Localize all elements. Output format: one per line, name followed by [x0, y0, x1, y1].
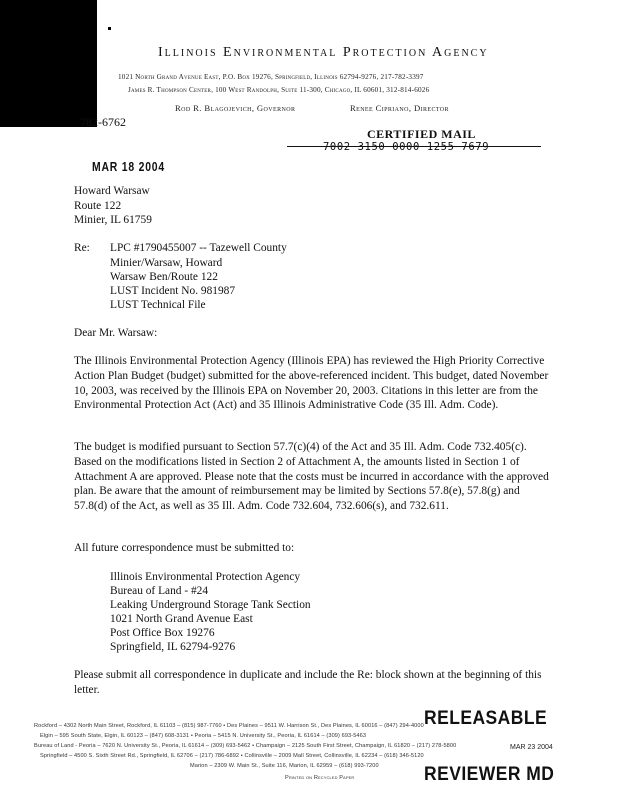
re-line-4: LUST Incident No. 981987: [110, 285, 236, 297]
closing-paragraph: Please submit all correspondence in duplicate and include the Re: block shown at the beginning of this letter.: [74, 669, 542, 696]
scan-speck: [108, 27, 111, 30]
footer-line-3: Bureau of Land - Peoria – 7620 N. University St., Peoria, IL 61614 – (309) 693-5462 • Champaign – 2125 South First Street, Champaign, IL 61820 – (217) 278-5800: [34, 743, 457, 749]
mailing-address-line-6: Springfield, IL 62794-9276: [110, 641, 236, 653]
footer-line-1: Rockford – 4302 North Main Street, Rockford, IL 61103 – (815) 987-7760 • Des Plaines – 9511 W. Harrison St., Des Plaines, IL 60016 – (847) 294-4000: [34, 723, 424, 729]
address-line-1: 1021 North Grand Avenue East, P.O. Box 19276, Springfield, Illinois 62794-9276, 217-782-3397: [118, 73, 424, 81]
mailing-address-line-3: Leaking Underground Storage Tank Section: [110, 599, 311, 611]
footer-line-4: Springfield – 4500 S. Sixth Street Rd., Springfield, IL 62706 – (217) 786-6892 • Collinsville – 2009 Mall Street, Collinsville, IL 62234 – (618) 346-5120: [40, 753, 424, 759]
footer-line-2: Elgin – 595 South State, Elgin, IL 60123 – (847) 608-3131 • Peoria – 5415 N. University St., Peoria, IL 61614 – (309) 693-5463: [40, 733, 367, 739]
recipient-street: Route 122: [74, 200, 122, 212]
reviewer-stamp: REVIEWER MD: [424, 764, 555, 785]
mailing-address-line-1: Illinois Environmental Protection Agency: [110, 571, 301, 583]
salutation: Dear Mr. Warsaw:: [74, 327, 158, 339]
mailing-address-line-2: Bureau of Land - #24: [110, 585, 209, 597]
mailing-address-line-4: 1021 North Grand Avenue East: [110, 613, 253, 625]
director-name: Renee Cipriano, Director: [350, 103, 449, 113]
re-line-1: LPC #1790455007 -- Tazewell County: [110, 242, 287, 254]
re-line-5: LUST Technical File: [110, 299, 206, 311]
mailing-address-line-5: Post Office Box 19276: [110, 627, 215, 639]
paragraph-1: The Illinois Environmental Protection Agency (Illinois EPA) has reviewed the High Priority Corrective Action Plan Budget (budget) submitted for the above-referenced incident. This budget, dated November 10, 2003, was received by the Illinois EPA on November 20, 2003. Citations in this letter are from the Environmental Protection Act (Act) and 35 Illinois Administrative Code (35 Ill. Adm. Code).: [74, 355, 549, 412]
stamp-date: MAR 23 2004: [510, 744, 553, 751]
certified-mail-label: CERTIFIED MAIL: [367, 127, 476, 141]
printed-note: Printed on Recycled Paper: [285, 775, 355, 781]
governor-name: Rod R. Blagojevich, Governor: [175, 103, 296, 113]
recipient-name: Howard Warsaw: [74, 185, 150, 197]
re-line-3: Warsaw Ben/Route 122: [110, 271, 218, 283]
certified-mail-number: 7002 3150 0000 1255 7679: [323, 141, 490, 153]
agency-name: Illinois Environmental Protection Agency: [158, 45, 489, 60]
recipient-city: Minier, IL 61759: [74, 214, 152, 226]
address-line-2: James R. Thompson Center, 100 West Randolph, Suite 11-300, Chicago, IL 60601, 312-814-6026: [128, 86, 430, 94]
letter-date: MAR 18 2004: [92, 159, 165, 174]
paragraph-2: The budget is modified pursuant to Section 57.7(c)(4) of the Act and 35 Ill. Adm. Code 732.405(c). Based on the modifications listed in Section 2 of Attachment A, the amounts listed in Section 1 of Attachment A are approved. Please note that the costs must be incurred in accordance with the approved plan. Be aware that the amount of reimbursement may be limited by Sections 57.8(e), 57.8(g) and 57.8(d) of the Act, as well as 35 Ill. Adm. Code 732.604, 732.606(s), and 732.611.: [74, 441, 549, 513]
releasable-stamp: RELEASABLE: [424, 708, 548, 729]
footer-line-5: Marion – 2309 W. Main St., Suite 116, Marion, IL 62959 – (618) 993-7200: [190, 763, 379, 769]
scan-artifact-corner: [0, 0, 97, 127]
fax-fragment: 782-6762: [80, 115, 126, 129]
paragraph-3: All future correspondence must be submitted to:: [74, 542, 295, 554]
re-label: Re:: [74, 242, 90, 254]
re-line-2: Minier/Warsaw, Howard: [110, 257, 223, 269]
